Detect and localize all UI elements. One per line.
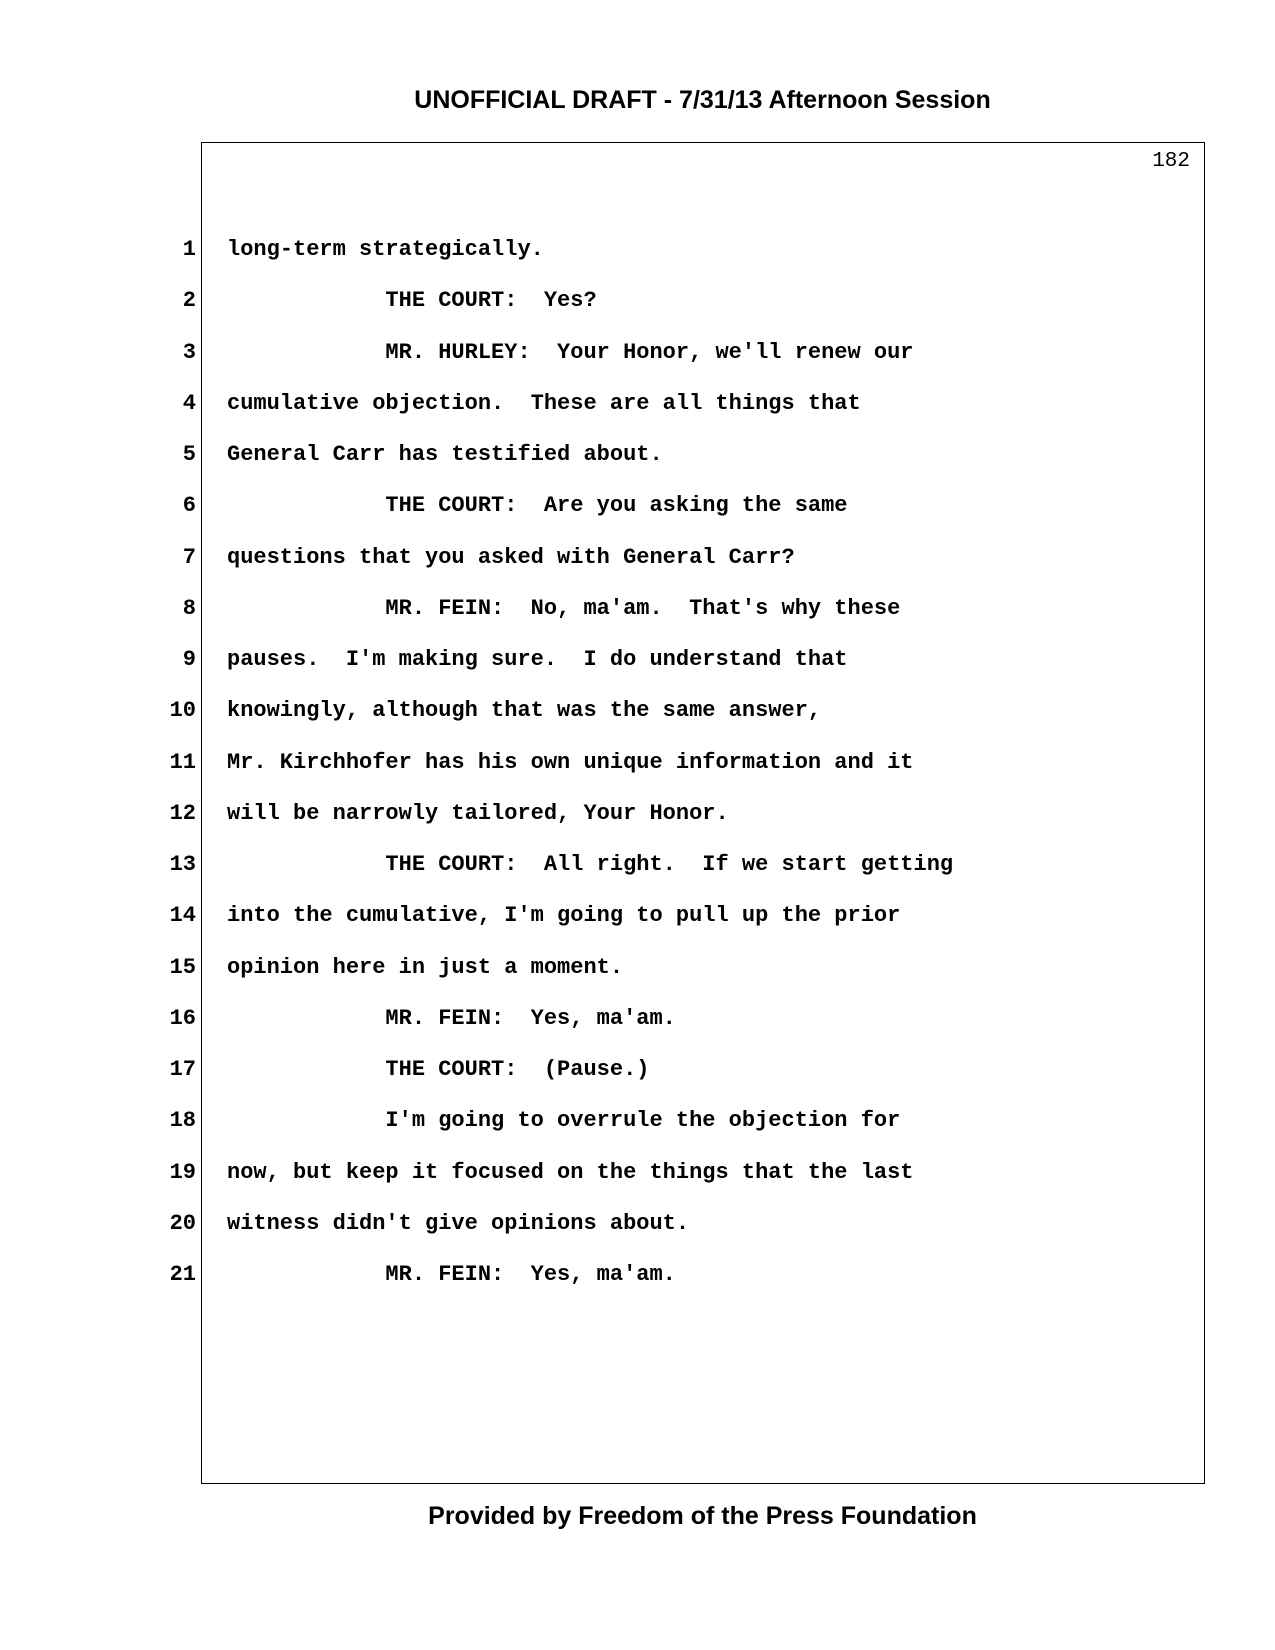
line-text: Mr. Kirchhofer has his own unique information and it — [227, 750, 914, 775]
line-number: 17 — [169, 1057, 196, 1082]
line-number: 5 — [182, 442, 196, 467]
line-text: knowingly, although that was the same answer, — [227, 698, 822, 723]
line-number: 13 — [169, 852, 196, 877]
line-number: 21 — [169, 1262, 196, 1287]
document-header-title: UNOFFICIAL DRAFT - 7/31/13 Afternoon Session — [414, 86, 991, 114]
line-number: 10 — [169, 698, 196, 723]
line-text: questions that you asked with General Carr? — [227, 545, 795, 570]
document-footer: Provided by Freedom of the Press Foundation — [428, 1502, 977, 1530]
line-text: cumulative objection. These are all things that — [227, 391, 861, 416]
line-number: 4 — [182, 391, 196, 416]
line-text: I'm going to overrule the objection for — [227, 1108, 901, 1133]
line-number: 3 — [182, 340, 196, 365]
line-text: witness didn't give opinions about. — [227, 1211, 690, 1236]
line-text: THE COURT: (Pause.) — [227, 1057, 650, 1082]
line-text: THE COURT: Yes? — [227, 288, 597, 313]
line-number: 15 — [169, 955, 196, 980]
line-number: 7 — [182, 545, 196, 570]
line-text: THE COURT: Are you asking the same — [227, 493, 848, 518]
line-number: 1 — [182, 237, 196, 262]
line-text: now, but keep it focused on the things that the last — [227, 1160, 914, 1185]
line-number: 8 — [182, 596, 196, 621]
line-number: 6 — [182, 493, 196, 518]
line-text: MR. HURLEY: Your Honor, we'll renew our — [227, 340, 914, 365]
page-number: 182 — [1152, 150, 1190, 173]
line-text: General Carr has testified about. — [227, 442, 663, 467]
line-number: 18 — [169, 1108, 196, 1133]
line-number: 11 — [169, 750, 196, 775]
line-number: 2 — [182, 288, 196, 313]
line-text: MR. FEIN: No, ma'am. That's why these — [227, 596, 901, 621]
line-text: pauses. I'm making sure. I do understand that — [227, 647, 848, 672]
line-number: 12 — [169, 801, 196, 826]
line-number: 16 — [169, 1006, 196, 1031]
line-text: opinion here in just a moment. — [227, 955, 624, 980]
line-text: will be narrowly tailored, Your Honor. — [227, 801, 729, 826]
line-text: long-term strategically. — [227, 237, 544, 262]
line-number: 19 — [169, 1160, 196, 1185]
line-text: MR. FEIN: Yes, ma'am. — [227, 1262, 676, 1287]
line-text: into the cumulative, I'm going to pull up the prior — [227, 903, 901, 928]
line-number: 9 — [182, 647, 196, 672]
line-text: THE COURT: All right. If we start getting — [227, 852, 954, 877]
line-number: 14 — [169, 903, 196, 928]
line-text: MR. FEIN: Yes, ma'am. — [227, 1006, 676, 1031]
line-number: 20 — [169, 1211, 196, 1236]
